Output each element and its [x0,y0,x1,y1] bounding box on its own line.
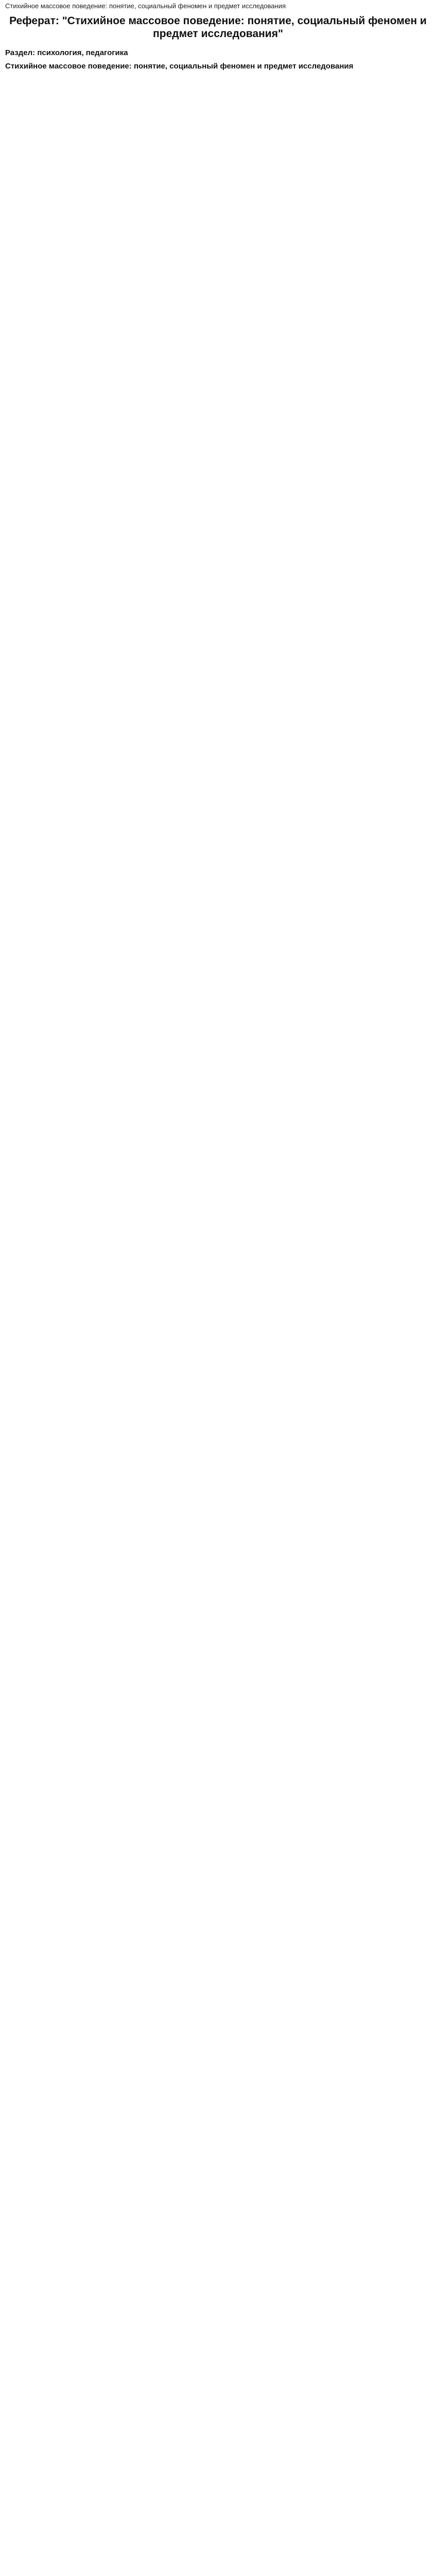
body-paragraph [5,722,431,729]
body-paragraph [5,781,431,788]
body-paragraph [5,350,431,357]
body-paragraph [5,801,431,807]
body-paragraph [5,889,431,895]
body-paragraph [5,605,431,612]
body-paragraph [5,938,431,944]
body-paragraph [5,585,431,592]
body-paragraph [5,76,431,83]
body-paragraph [5,223,431,230]
body-paragraph [5,262,431,269]
body-paragraph [5,409,431,416]
body-paragraph [5,86,431,93]
body-paragraph [5,115,431,122]
body-paragraph [5,301,431,308]
body-paragraph [5,438,431,445]
body-paragraph [5,1026,431,1032]
body-paragraph [5,213,431,220]
body-paragraph [5,742,431,749]
body-paragraph [5,155,431,161]
body-paragraph [5,487,431,494]
essay-body [5,76,431,1052]
body-paragraph [5,771,431,778]
body-paragraph [5,957,431,964]
body-paragraph [5,761,431,768]
body-paragraph [5,1016,431,1023]
body-paragraph [5,673,431,680]
body-paragraph [5,389,431,396]
body-paragraph [5,595,431,602]
body-paragraph [5,977,431,984]
body-paragraph [5,850,431,856]
body-paragraph [5,566,431,572]
body-paragraph [5,331,431,337]
body-paragraph [5,419,431,426]
body-paragraph [5,634,431,641]
body-paragraph [5,1006,431,1013]
body-paragraph [5,448,431,455]
body-paragraph [5,380,431,386]
body-paragraph [5,204,431,210]
section-label: Раздел: психология, педагогика [5,48,128,57]
essay-title-repeat: Стихийное массовое поведение: понятие, социальный феномен и предмет исследования [5,62,354,71]
body-paragraph [5,810,431,817]
body-paragraph [5,575,431,582]
body-paragraph [5,1045,431,1052]
body-paragraph [5,282,431,289]
body-paragraph [5,497,431,504]
body-paragraph [5,341,431,347]
body-paragraph [5,125,431,132]
body-paragraph [5,928,431,935]
body-paragraph [5,468,431,474]
document-top-title: Стихийное массовое поведение: понятие, социальный феномен и предмет исследования [5,2,286,10]
body-paragraph [5,174,431,181]
body-paragraph [5,458,431,465]
body-paragraph [5,947,431,954]
body-paragraph [5,507,431,514]
body-paragraph [5,321,431,328]
body-paragraph [5,752,431,758]
body-paragraph [5,145,431,151]
body-paragraph [5,996,431,1003]
body-paragraph [5,517,431,523]
body-paragraph [5,184,431,191]
body-paragraph [5,830,431,837]
body-paragraph [5,556,431,563]
body-paragraph [5,233,431,240]
body-paragraph [5,713,431,719]
body-paragraph [5,311,431,318]
body-paragraph [5,360,431,367]
body-paragraph [5,624,431,631]
body-paragraph [5,732,431,739]
body-paragraph [5,243,431,249]
body-paragraph [5,370,431,377]
body-paragraph [5,1036,431,1042]
essay-title: Реферат: "Стихийное массовое поведение: понятие, социальный феномен и предмет исследования" [9,15,427,40]
body-paragraph [5,840,431,846]
body-paragraph [5,899,431,905]
body-paragraph [5,879,431,886]
body-paragraph [5,429,431,435]
body-paragraph [5,546,431,553]
body-paragraph [5,869,431,876]
body-paragraph [5,96,431,103]
body-paragraph [5,703,431,709]
body-paragraph [5,615,431,621]
body-paragraph [5,164,431,171]
body-paragraph [5,987,431,993]
body-paragraph [5,536,431,543]
body-paragraph [5,135,431,142]
body-paragraph [5,918,431,925]
body-paragraph [5,106,431,112]
body-paragraph [5,693,431,700]
body-paragraph [5,654,431,660]
body-paragraph [5,683,431,690]
body-paragraph [5,252,431,259]
body-paragraph [5,399,431,406]
body-paragraph [5,272,431,279]
body-paragraph [5,644,431,651]
body-paragraph [5,527,431,533]
body-paragraph [5,194,431,200]
body-paragraph [5,478,431,484]
body-paragraph [5,664,431,670]
body-paragraph [5,908,431,915]
body-paragraph [5,859,431,866]
body-paragraph [5,820,431,827]
body-paragraph [5,967,431,974]
body-paragraph [5,791,431,798]
body-paragraph [5,292,431,298]
